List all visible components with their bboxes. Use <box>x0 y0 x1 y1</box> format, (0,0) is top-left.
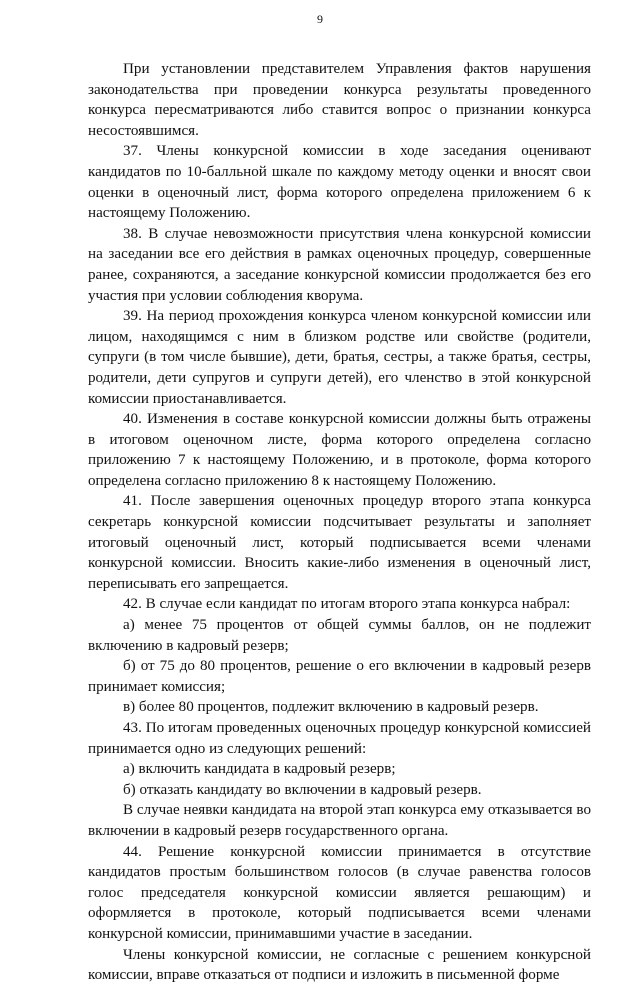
paragraph-41: 41. После завершения оценочных процедур второго этапа конкурса секретарь конкурсной комиссии подсчитывает результаты и заполняет итоговый оценочный лист, который подписывается всеми членами конкурсной комиссии. Вносить какие-либо изменения в оценочный лист, переписывать его запрещается. <box>88 493 591 592</box>
paragraph-37: 37. Члены конкурсной комиссии в ходе заседания оценивают кандидатов по 10-балльной шкале по каждому методу оценки и вносят свои оценки в оценочный лист, форма которого определена приложением 6 к настоящему Положению. <box>88 143 591 222</box>
paragraph-38: 38. В случае невозможности присутствия члена конкурсной комиссии на заседании все его действия в рамках оценочных процедур, совершенные ранее, сохраняются, а заседание конкурсной комиссии продолжается без его участия при условии соблюдения кворума. <box>88 225 591 304</box>
paragraph-43: 43. По итогам проведенных оценочных процедур конкурсной комиссией принимается одно из следующих решений: <box>88 720 591 757</box>
paragraph-dissent: Члены конкурсной комиссии, не согласные с решением конкурсной комиссии, вправе отказаться от подписи и изложить в письменной форме <box>88 946 591 984</box>
paragraph-42-c: в) более 80 процентов, подлежит включению в кадровый резерв. <box>123 699 539 716</box>
paragraph-42-a: а) менее 75 процентов от общей суммы баллов, он не подлежит включению в кадровый резерв; <box>88 617 591 654</box>
paragraph-44: 44. Решение конкурсной комиссии принимается в отсутствие кандидатов простым большинством голосов (в случае равенства голосов голос председателя конкурсной комиссии является решающим) и оформляется в протоколе, который подписывается всеми членами конкурсной комиссии, принимавшими участие в заседании. <box>88 843 591 942</box>
paragraph-42-b: б) от 75 до 80 процентов, решение о его включении в кадровый резерв принимает комиссия; <box>88 658 591 695</box>
document-body <box>88 59 591 986</box>
paragraph-43-a: а) включить кандидата в кадровый резерв; <box>123 761 396 778</box>
paragraph-42: 42. В случае если кандидат по итогам второго этапа конкурса набрал: <box>123 596 571 613</box>
page-number: 9 <box>317 12 323 26</box>
paragraph-43-b: б) отказать кандидату во включении в кадровый резерв. <box>123 781 482 798</box>
paragraph-39: 39. На период прохождения конкурса членом конкурсной комиссии или лицом, находящимся с ним в близком родстве или свойстве (родители, супруги (в том числе бывшие), дети, братья, сестры, а также братья, сестры, родители, дети супругов и супруги детей), его членство в этой конкурсной комиссии приостанавливается. <box>88 308 591 407</box>
paragraph-violation-review: При установлении представителем Управления фактов нарушения законодательства при проведении конкурса результаты проведенного конкурса пересматриваются либо ставится вопрос о признании конкурса несостоявшимся. <box>88 61 591 139</box>
paragraph-no-show: В случае неявки кандидата на второй этап конкурса ему отказывается во включении в кадровый резерв государственного органа. <box>88 802 591 839</box>
paragraph-40: 40. Изменения в составе конкурсной комиссии должны быть отражены в итоговом оценочном листе, форма которого определена согласно приложению 7 к настоящему Положению, и в протоколе, форма которого определена согласно приложению 8 к настоящему Положению. <box>88 411 591 489</box>
